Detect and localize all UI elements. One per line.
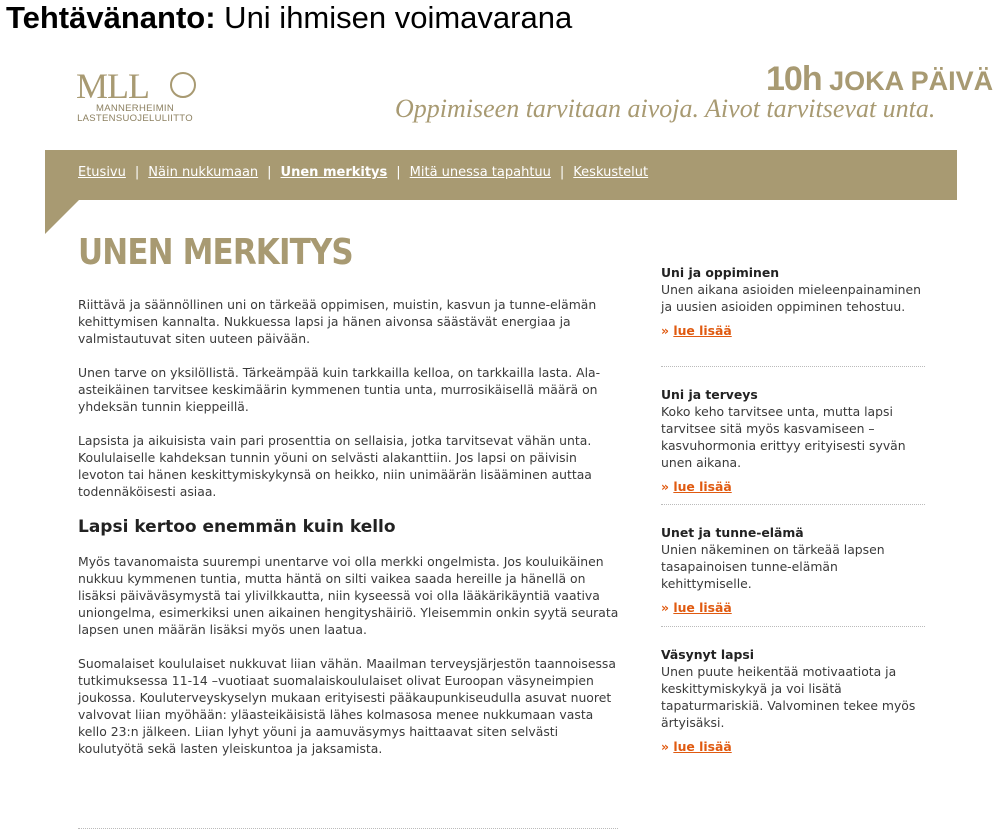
sidebar-item-title: Uni ja terveys [661,387,758,402]
sidebar-item-unet-ja-tunne-elama [661,524,931,618]
nav-mita-unessa-tapahtuu[interactable]: Mitä unessa tapahtuu [409,165,551,180]
read-more-arrow: » [661,739,674,754]
sidebar-item-vasynyt-lapsi [661,646,931,756]
sidebar-item-text: Unen puute heikentää motivaatiota ja keskittymiskykyä ja voi lisätä tapaturmariskiä. Valvominen tekee myös ärtyisäksi. [661,664,916,730]
read-more-label: lue lisää [673,739,732,754]
paragraph-4: Myös tavanomaista suurempi unentarve voi olla merkki ongelmista. Jos kouluikäinen nukkuu kymmenen tuntia, mutta häntä on silti vaikea saada hereille ja hänellä on lisäksi päiväväsymystä tai ylivilkkautta, niin kyseessä voi olla lääkärikäyntiä vaativa uniongelma, esimerkiksi unen aikainen hengityshäiriö. Yleisemmin onkin syytä seurata lapsen unen määrän lisäksi myös unen laatua. [78,554,619,637]
slide-title [6,0,572,36]
seal-icon [170,72,196,98]
sidebar-item-text: Unien näkeminen on tärkeää lapsen tasapainoisen tunne-elämän kehittymiselle. [661,542,885,591]
read-more-arrow: » [661,323,674,338]
content-divider [78,828,618,829]
paragraph-3: Lapsista ja aikuisista vain pari prosenttia on sellaisia, jotka tarvitsevat vähän unta. Koululaiselle kahdeksan tunnin yöuni on selvästi alakanttiin. Jos lapsi on päivisin levoton tai hänen keskittymiskykynsä on heikko, niin unimäärän lisääminen auttaa todennäköisesti asiaa. [78,433,592,499]
campaign-logo-big: 10h [766,60,822,98]
nav-keskustelut[interactable]: Keskustelut [573,165,649,180]
nav-separator: | [267,165,272,180]
read-more-label: lue lisää [673,479,732,494]
sidebar-item-uni-ja-oppiminen [661,264,931,358]
sidebar-divider [661,366,925,367]
read-more-label: lue lisää [673,600,732,615]
nav-separator: | [559,165,565,180]
read-more-arrow: » [661,600,674,615]
sidebar-divider [661,504,925,505]
mll-logo[interactable] [76,68,196,130]
section-heading: Lapsi kertoo enemmän kuin kello [78,517,396,537]
page-title: UNEN MERKITYS [78,232,353,273]
sidebar-item-uni-ja-terveys [661,386,931,496]
logo-text: MLL [76,66,149,106]
slide-title-bold: Tehtävänanto: [6,0,216,35]
nav-etusivu[interactable]: Etusivu [78,165,126,180]
tagline: Oppimiseen tarvitaan aivoja. Aivot tarvitsevat unta. [395,94,936,123]
nav-separator: | [134,165,140,180]
sidebar-item-title: Väsynyt lapsi [661,647,754,662]
org-name-line2: LASTENSUOJELULIITTO [77,113,193,124]
sidebar-item-text: Koko keho tarvitsee unta, mutta lapsi tarvitsee sitä myös kasvamiseen – kasvuhormonia erittyy erityisesti syvän unen aikana. [661,404,906,470]
sidebar-item-title: Unet ja tunne-elämä [661,525,804,540]
sidebar [661,264,931,756]
main-content [78,296,626,774]
paragraph-5: Suomalaiset koululaiset nukkuvat liian vähän. Maailman terveysjärjestön taannoisessa tutkimuksessa 11-14 –vuotiaat suomalaiskoululaiset olivat Euroopan väsyneimpien joukossa. Kouluterveyskyselyn mukaan erityisesti pääkaupunkiseudulla asuvat nuoret valvovat liian myöhään: yläasteikäisistä lähes kolmasosa menee nukkumaan vasta kello 23:n jälkeen. Liian lyhyt yöuni ja aamuväsymys haittaavat siten selvästi koulutyötä sekä lasten yleiskuntoa ja jaksamista. [78,656,616,756]
nav-nain-nukkumaan[interactable]: Näin nukkumaan [148,165,259,180]
read-more-link[interactable] [661,599,931,616]
paragraph-1: Riittävä ja säännöllinen uni on tärkeää oppimisen, muistin, kasvun ja tunne-elämän kehittymisen kannalta. Nukkuessa lapsi ja hänen aivonsa säästävät energiaa ja valmistautuvat siten uuteen päivään. [78,297,597,346]
read-more-link[interactable] [661,738,931,755]
read-more-label: lue lisää [673,323,732,338]
campaign-logo-small: JOKA PÄIVÄ [821,66,993,96]
sidebar-item-text: Unen aikana asioiden mieleenpainaminen ja uusien asioiden oppiminen tehostuu. [661,282,921,314]
slide-title-rest: Uni ihmisen voimavarana [215,0,573,35]
nav-bar-fold [45,200,79,234]
sidebar-divider [661,626,925,627]
paragraph-2: Unen tarve on yksilöllistä. Tärkeämpää kuin tarkkailla kelloa, on tarkkailla lasta. Ala-asteikäinen tarvitsee keskimäärin kymmenen tuntia unta, murrosikäisellä määrä on yhdeksän tunnin kieppeillä. [78,365,601,414]
main-nav [78,165,648,180]
nav-unen-merkitys[interactable]: Unen merkitys [280,165,388,180]
org-name-line1: MANNERHEIMIN [95,103,175,114]
sidebar-item-title: Uni ja oppiminen [661,265,780,280]
nav-separator: | [396,165,401,180]
read-more-link[interactable] [661,478,931,495]
read-more-link[interactable] [661,322,931,339]
read-more-arrow: » [661,479,674,494]
